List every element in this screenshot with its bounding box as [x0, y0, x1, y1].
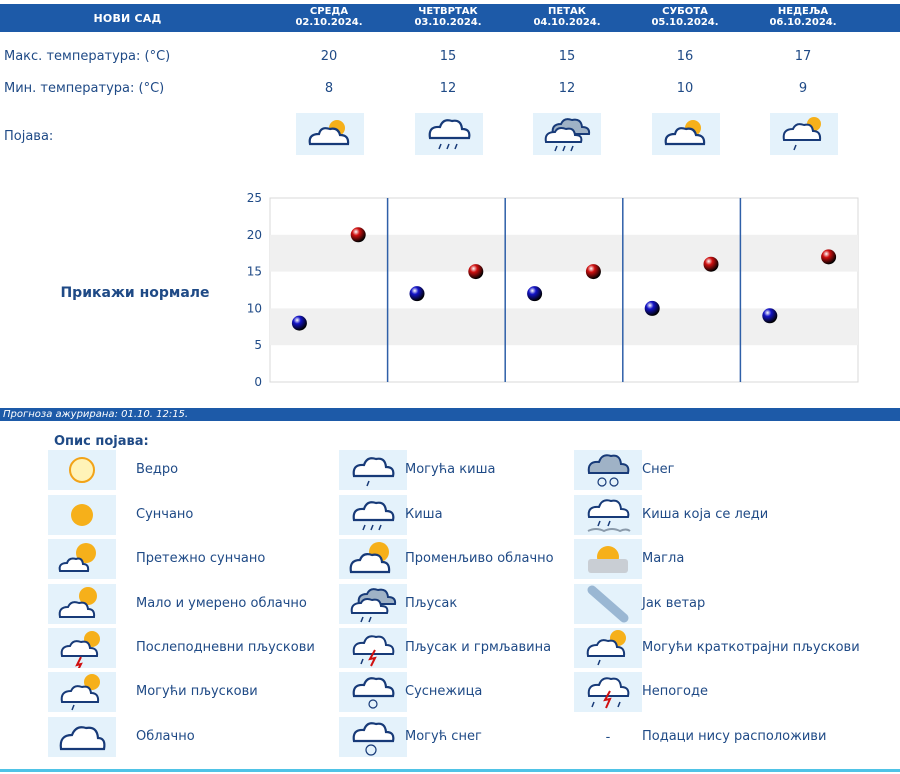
legend-label: Претежно сунчано: [136, 551, 266, 566]
forecast-header: [0, 4, 900, 32]
variable-cloudy-icon: [339, 539, 407, 579]
possible-short-showers-icon: [770, 113, 838, 155]
max-temp-value: 17: [794, 49, 812, 64]
legend-label: Мало и умерено облачно: [136, 596, 307, 611]
y-tick-label: 25: [246, 191, 262, 205]
legend-label: Снег: [642, 462, 675, 477]
possible-rain-icon: [339, 450, 407, 490]
day-name: СРЕДА: [309, 6, 349, 17]
chart-point: [645, 301, 660, 316]
fog-icon: [574, 539, 642, 579]
min-temp-value: 12: [439, 81, 457, 96]
chart-point: [527, 286, 542, 301]
legend-label: Непогоде: [642, 684, 708, 699]
possible-short-showers-icon: [574, 628, 642, 668]
legend-label: Ведро: [136, 462, 179, 477]
min-temp-value: 12: [558, 81, 576, 96]
max-temp-value: 20: [320, 49, 338, 64]
strong-wind-icon: [574, 584, 642, 624]
day-header-2: [389, 6, 507, 28]
freezing-rain-icon: [574, 495, 642, 535]
cloudy-icon: [48, 717, 116, 757]
sleet-icon: [339, 672, 407, 712]
y-tick-label: 20: [246, 227, 262, 242]
min-temp-value: 8: [324, 81, 334, 96]
chart-point: [468, 264, 483, 279]
day-date: 06.10.2024.: [769, 17, 837, 28]
day-name: НЕДЕЉА: [777, 6, 829, 17]
possible-snow-icon: [339, 717, 407, 757]
legend-label: Магла: [642, 551, 685, 566]
day-date: 03.10.2024.: [414, 17, 482, 28]
phenomenon-label: Појава:: [4, 129, 54, 144]
day-name: ПЕТАК: [548, 6, 586, 17]
thunder-shower-icon: [339, 628, 407, 668]
chart-point: [762, 308, 777, 323]
legend-label: Могући краткотрајни пљускови: [642, 640, 860, 655]
rain-icon: [339, 495, 407, 535]
bottom-divider: [0, 769, 900, 772]
chart-point: [704, 257, 719, 272]
legend-label: Послеподневни пљускови: [136, 640, 315, 655]
snow-icon: [574, 450, 642, 490]
chart-plot-area: [270, 198, 858, 382]
showers-icon: [533, 113, 601, 155]
legend-label: Киша: [405, 507, 443, 522]
day-date: 04.10.2024.: [533, 17, 601, 28]
chart-point: [410, 286, 425, 301]
legend-label: Подаци нису расположиви: [642, 729, 827, 744]
y-tick-label: 15: [246, 264, 262, 279]
day-date: 02.10.2024.: [295, 17, 363, 28]
chart-point: [351, 227, 366, 242]
y-tick-label: 10: [246, 301, 262, 316]
max-temp-value: 15: [558, 49, 576, 64]
min-temp-value: 10: [676, 81, 694, 96]
partly-cloudy-icon: [296, 113, 364, 155]
legend-label: Могућ снег: [405, 729, 482, 744]
moderately-cloudy-icon: [48, 584, 116, 624]
chart-point: [292, 316, 307, 331]
possible-rain-icon: [415, 113, 483, 155]
show-normals-link[interactable]: Прикажи нормале: [60, 285, 210, 301]
min-temp-value: 9: [798, 81, 808, 96]
day-header-4: [626, 6, 744, 28]
legend-label: Пљусак и грмљавина: [405, 640, 552, 655]
max-temp-label: Макс. температура: (°C): [4, 49, 171, 64]
clear-icon: [48, 450, 116, 490]
max-temp-value: 15: [439, 49, 457, 64]
legend-label: Могући пљускови: [136, 684, 258, 699]
shower-icon: [339, 584, 407, 624]
temperature-chart: [236, 190, 866, 395]
no-data-icon: -: [605, 730, 611, 745]
day-header-3: [508, 6, 626, 28]
mostly-sunny-icon: [48, 539, 116, 579]
legend-label: Пљусак: [405, 596, 458, 611]
sunny-icon: [48, 495, 116, 535]
legend-label: Променљиво облачно: [405, 551, 554, 566]
legend-label: Киша која се леди: [642, 507, 769, 522]
legend-title: Опис појава:: [54, 434, 149, 449]
day-name: ЧЕТВРТАК: [418, 6, 478, 17]
day-date: 05.10.2024.: [651, 17, 719, 28]
chart-point: [821, 249, 836, 264]
chart-point: [586, 264, 601, 279]
legend-label: Јак ветар: [642, 596, 706, 611]
day-name: СУБОТА: [662, 6, 708, 17]
city-name: НОВИ САД: [93, 11, 162, 25]
max-temp-value: 16: [676, 49, 694, 64]
day-header-5: [744, 6, 862, 28]
forecast-updated: Прогноза ажурирана: 01.10. 12:15.: [0, 408, 900, 421]
afternoon-showers-icon: [48, 628, 116, 668]
y-tick-label: 5: [254, 338, 262, 353]
storms-icon: [574, 672, 642, 712]
legend-label: Сунчано: [136, 507, 194, 522]
legend-label: Облачно: [136, 729, 195, 744]
y-tick-label: 0: [254, 375, 262, 389]
partly-cloudy-icon: [652, 113, 720, 155]
day-header-1: [270, 6, 388, 28]
possible-showers-icon: [48, 672, 116, 712]
legend-label: Могућа киша: [405, 462, 496, 477]
legend-label: Суснежица: [405, 684, 483, 699]
min-temp-label: Мин. температура: (°C): [4, 81, 165, 96]
